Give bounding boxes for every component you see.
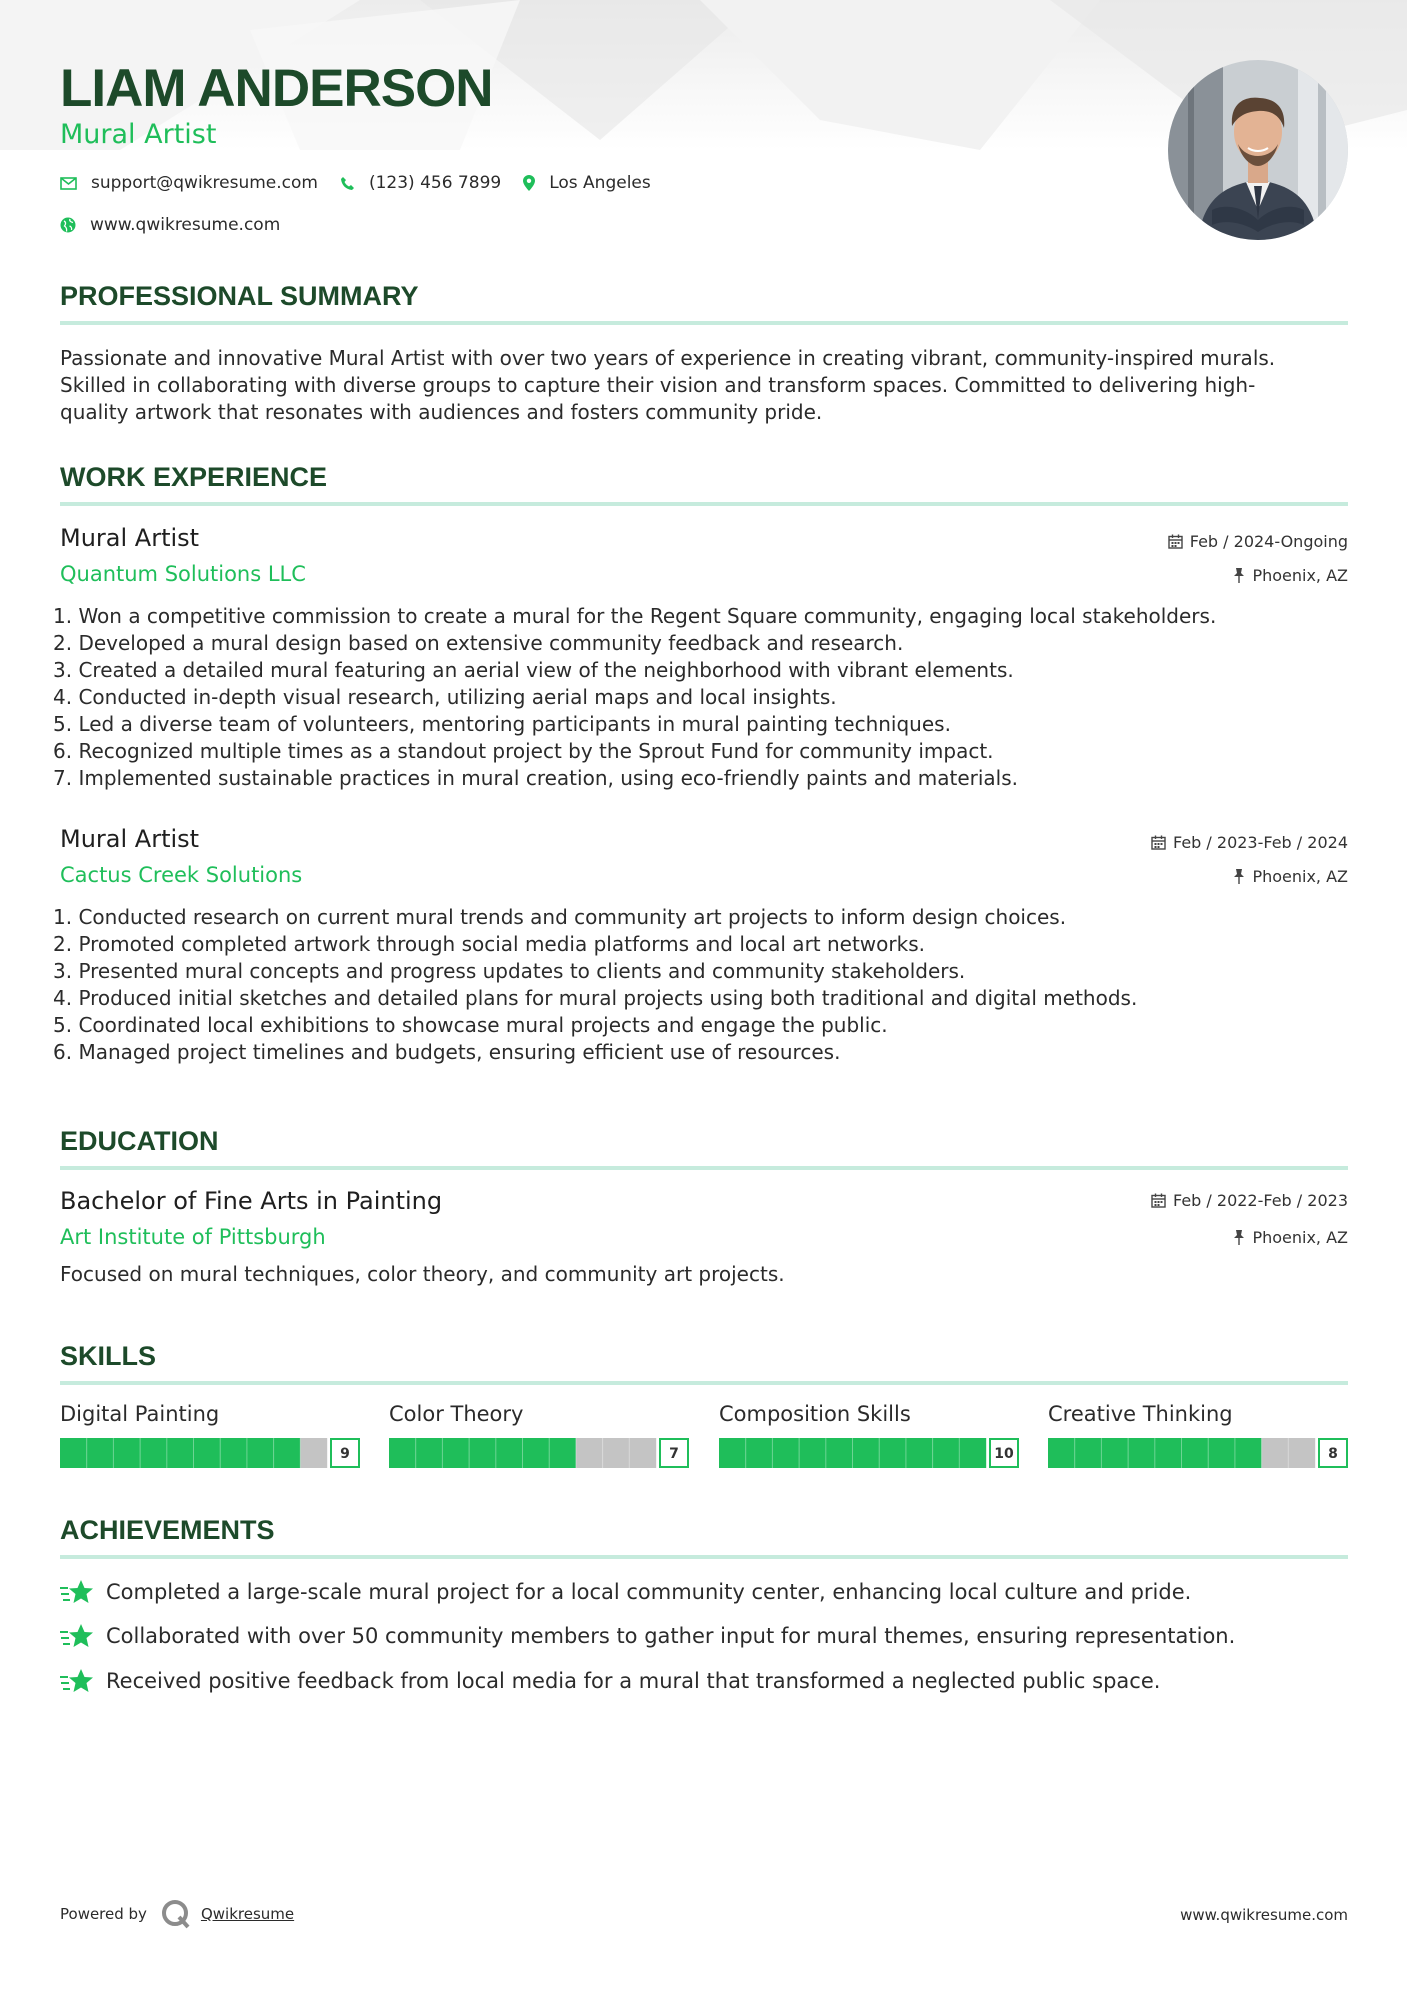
footer-website[interactable]: www.qwikresume.com bbox=[1180, 1906, 1348, 1924]
skill-segment-filled bbox=[1155, 1438, 1182, 1468]
job-dates bbox=[1151, 833, 1348, 852]
skill-segment-filled bbox=[549, 1438, 576, 1468]
location-text: Los Angeles bbox=[549, 173, 651, 193]
contact-email[interactable] bbox=[60, 173, 318, 193]
job-location bbox=[1233, 867, 1348, 886]
job-dates bbox=[1168, 532, 1348, 551]
achievement-text: Completed a large-scale mural project for a local community center, enhancing local culture and pride. bbox=[106, 1580, 1192, 1604]
skill-name: Composition Skills bbox=[719, 1402, 911, 1426]
skill-segment-filled bbox=[1128, 1438, 1155, 1468]
pushpin-icon bbox=[1233, 568, 1245, 583]
skill-segment-empty bbox=[629, 1438, 656, 1468]
list-item: 5. Led a diverse team of volunteers, mentoring participants in mural painting techniques. bbox=[53, 712, 951, 736]
skill-segment-empty bbox=[603, 1438, 630, 1468]
skill-name: Color Theory bbox=[389, 1402, 524, 1426]
section-divider bbox=[60, 1381, 1348, 1385]
achievement-item bbox=[60, 1578, 1191, 1606]
skill-segment-filled bbox=[1101, 1438, 1128, 1468]
education-location bbox=[1233, 1228, 1348, 1247]
skill-segment-filled bbox=[719, 1438, 746, 1468]
skill-segment-filled bbox=[60, 1438, 87, 1468]
skill-segment-filled bbox=[879, 1438, 906, 1468]
summary-line: Passionate and innovative Mural Artist with over two years of experience in creating vibrant, community-inspired murals. bbox=[60, 346, 1276, 370]
education-dates bbox=[1151, 1191, 1348, 1210]
section-title-education: EDUCATION bbox=[60, 1126, 219, 1156]
skill-score-label: 8 bbox=[1328, 1446, 1338, 1462]
skill-segment-filled bbox=[1182, 1438, 1209, 1468]
star-icon bbox=[60, 1667, 94, 1695]
envelope-icon bbox=[60, 177, 77, 190]
skill-item bbox=[1048, 1402, 1348, 1472]
skill-score-label: 9 bbox=[340, 1446, 350, 1462]
list-item: 6. Managed project timelines and budgets, ensuring efficient use of resources. bbox=[53, 1040, 841, 1064]
achievement-item bbox=[60, 1622, 1235, 1650]
skill-segment-filled bbox=[853, 1438, 880, 1468]
skill-segment-filled bbox=[469, 1438, 496, 1468]
calendar-icon bbox=[1151, 835, 1166, 850]
skill-segment-filled bbox=[1075, 1438, 1102, 1468]
map-pin-icon bbox=[523, 175, 535, 191]
skill-segment-filled bbox=[799, 1438, 826, 1468]
brand-link[interactable]: Qwikresume bbox=[200, 1905, 295, 1923]
contact-row bbox=[60, 173, 673, 193]
list-item: 2. Developed a mural design based on extensive community feedback and research. bbox=[53, 631, 904, 655]
skill-segment-filled bbox=[113, 1438, 140, 1468]
section-title-achievements: ACHIEVEMENTS bbox=[60, 1515, 275, 1545]
section-title-experience: WORK EXPERIENCE bbox=[60, 462, 328, 492]
skill-score-label: 10 bbox=[994, 1446, 1014, 1462]
skill-segment-filled bbox=[933, 1438, 960, 1468]
job-dates-text: Feb / 2023-Feb / 2024 bbox=[1173, 833, 1348, 852]
list-item: 2. Promoted completed artwork through social media platforms and local art networks. bbox=[53, 932, 925, 956]
list-item: 5. Coordinated local exhibitions to showcase mural projects and engage the public. bbox=[53, 1013, 888, 1037]
section-divider bbox=[60, 1555, 1348, 1559]
calendar-icon bbox=[1168, 534, 1183, 549]
skill-level-bar bbox=[719, 1438, 1019, 1468]
list-item: 4. Conducted in-depth visual research, utilizing aerial maps and local insights. bbox=[53, 685, 837, 709]
skill-item bbox=[60, 1402, 360, 1472]
skill-segment-filled bbox=[442, 1438, 469, 1468]
job-title: Mural Artist bbox=[60, 524, 200, 552]
list-item: 3. Presented mural concepts and progress updates to clients and community stakeholders. bbox=[53, 959, 966, 983]
job-bullets bbox=[53, 603, 1348, 792]
job-dates-text: Feb / 2024-Ongoing bbox=[1189, 532, 1348, 551]
skill-segment-filled bbox=[416, 1438, 443, 1468]
skill-segment-empty bbox=[1262, 1438, 1289, 1468]
skill-segment-filled bbox=[906, 1438, 933, 1468]
school-name: Art Institute of Pittsburgh bbox=[60, 1225, 326, 1249]
section-divider bbox=[60, 321, 1348, 325]
candidate-role: Mural Artist bbox=[60, 119, 217, 150]
website-row bbox=[60, 215, 302, 235]
skill-segment-filled bbox=[194, 1438, 221, 1468]
achievement-text: Collaborated with over 50 community members to gather input for mural themes, ensuring representation. bbox=[106, 1624, 1236, 1648]
skill-segment-filled bbox=[496, 1438, 523, 1468]
skill-segment-filled bbox=[959, 1438, 986, 1468]
skill-level-bar bbox=[60, 1438, 360, 1468]
skill-segment-filled bbox=[523, 1438, 550, 1468]
skill-segment-filled bbox=[772, 1438, 799, 1468]
powered-by-label: Powered by bbox=[60, 1905, 147, 1923]
profile-photo bbox=[1168, 60, 1348, 240]
education-location-text: Phoenix, AZ bbox=[1252, 1228, 1348, 1247]
section-title-skills: SKILLS bbox=[60, 1341, 157, 1371]
email-text: support@qwikresume.com bbox=[91, 173, 318, 193]
skill-level-bar bbox=[1048, 1438, 1348, 1468]
achievement-item bbox=[60, 1667, 1160, 1695]
skill-segment-filled bbox=[826, 1438, 853, 1468]
calendar-icon bbox=[1151, 1193, 1166, 1208]
list-item: 7. Implemented sustainable practices in mural creation, using eco-friendly paints and materials. bbox=[53, 766, 1018, 790]
skill-segment-filled bbox=[140, 1438, 167, 1468]
skill-segment-filled bbox=[1235, 1438, 1262, 1468]
achievement-text: Received positive feedback from local media for a mural that transformed a neglected public space. bbox=[106, 1669, 1161, 1693]
pushpin-icon bbox=[1233, 869, 1245, 884]
skill-segment-filled bbox=[87, 1438, 114, 1468]
footer-powered-by bbox=[60, 1899, 294, 1929]
skill-segment-empty bbox=[1288, 1438, 1315, 1468]
contact-phone[interactable] bbox=[340, 173, 501, 193]
candidate-name: LIAM ANDERSON bbox=[60, 59, 493, 118]
skill-segment-filled bbox=[274, 1438, 301, 1468]
pushpin-icon bbox=[1233, 1230, 1245, 1245]
website-text: www.qwikresume.com bbox=[90, 215, 281, 235]
summary-text bbox=[60, 345, 1348, 426]
skill-segment-filled bbox=[220, 1438, 247, 1468]
star-icon bbox=[60, 1578, 94, 1606]
skill-segment-empty bbox=[576, 1438, 603, 1468]
skill-item bbox=[389, 1402, 689, 1472]
degree-title: Bachelor of Fine Arts in Painting bbox=[60, 1187, 443, 1215]
skill-segment-filled bbox=[1048, 1438, 1075, 1468]
qwikresume-logo-icon bbox=[161, 1899, 191, 1929]
skill-segment-filled bbox=[167, 1438, 194, 1468]
skill-level-bar bbox=[389, 1438, 689, 1468]
job-location-text: Phoenix, AZ bbox=[1252, 867, 1348, 886]
skill-item bbox=[719, 1402, 1019, 1472]
skill-segment-filled bbox=[247, 1438, 274, 1468]
star-icon bbox=[60, 1622, 94, 1650]
skill-score-label: 7 bbox=[669, 1446, 679, 1462]
profile-portrait bbox=[1168, 60, 1348, 240]
skill-name: Creative Thinking bbox=[1048, 1402, 1233, 1426]
contact-location bbox=[523, 173, 651, 193]
list-item: 4. Produced initial sketches and detailed plans for mural projects using both traditional and digital methods. bbox=[53, 986, 1138, 1010]
globe-icon bbox=[60, 217, 76, 233]
job-bullets bbox=[53, 904, 1348, 1066]
job-location-text: Phoenix, AZ bbox=[1252, 566, 1348, 585]
job-company: Cactus Creek Solutions bbox=[60, 863, 303, 887]
skill-name: Digital Painting bbox=[60, 1402, 220, 1426]
phone-icon bbox=[340, 176, 355, 191]
list-item: 6. Recognized multiple times as a standout project by the Sprout Fund for community impact. bbox=[53, 739, 994, 763]
job-location bbox=[1233, 566, 1348, 585]
list-item: 1. Won a competitive commission to create a mural for the Regent Square community, engaging local stakeholders. bbox=[53, 604, 1217, 628]
list-item: 1. Conducted research on current mural trends and community art projects to inform design choices. bbox=[53, 905, 1067, 929]
education-description: Focused on mural techniques, color theory, and community art projects. bbox=[60, 1262, 785, 1286]
summary-line: Skilled in collaborating with diverse groups to capture their vision and transform spaces. Committed to delivering high- bbox=[60, 373, 1256, 397]
section-divider bbox=[60, 502, 1348, 506]
contact-website[interactable] bbox=[60, 215, 280, 235]
summary-line: quality artwork that resonates with audiences and fosters community pride. bbox=[60, 400, 823, 424]
list-item: 3. Created a detailed mural featuring an aerial view of the neighborhood with vibrant elements. bbox=[53, 658, 1014, 682]
skill-segment-filled bbox=[1208, 1438, 1235, 1468]
skill-segment-filled bbox=[389, 1438, 416, 1468]
section-title-summary: PROFESSIONAL SUMMARY bbox=[60, 281, 419, 311]
education-dates-text: Feb / 2022-Feb / 2023 bbox=[1173, 1191, 1348, 1210]
skill-segment-filled bbox=[746, 1438, 773, 1468]
skill-segment-empty bbox=[300, 1438, 327, 1468]
job-title: Mural Artist bbox=[60, 825, 200, 853]
job-company: Quantum Solutions LLC bbox=[60, 562, 306, 586]
phone-text: (123) 456 7899 bbox=[368, 173, 502, 193]
section-divider bbox=[60, 1166, 1348, 1170]
